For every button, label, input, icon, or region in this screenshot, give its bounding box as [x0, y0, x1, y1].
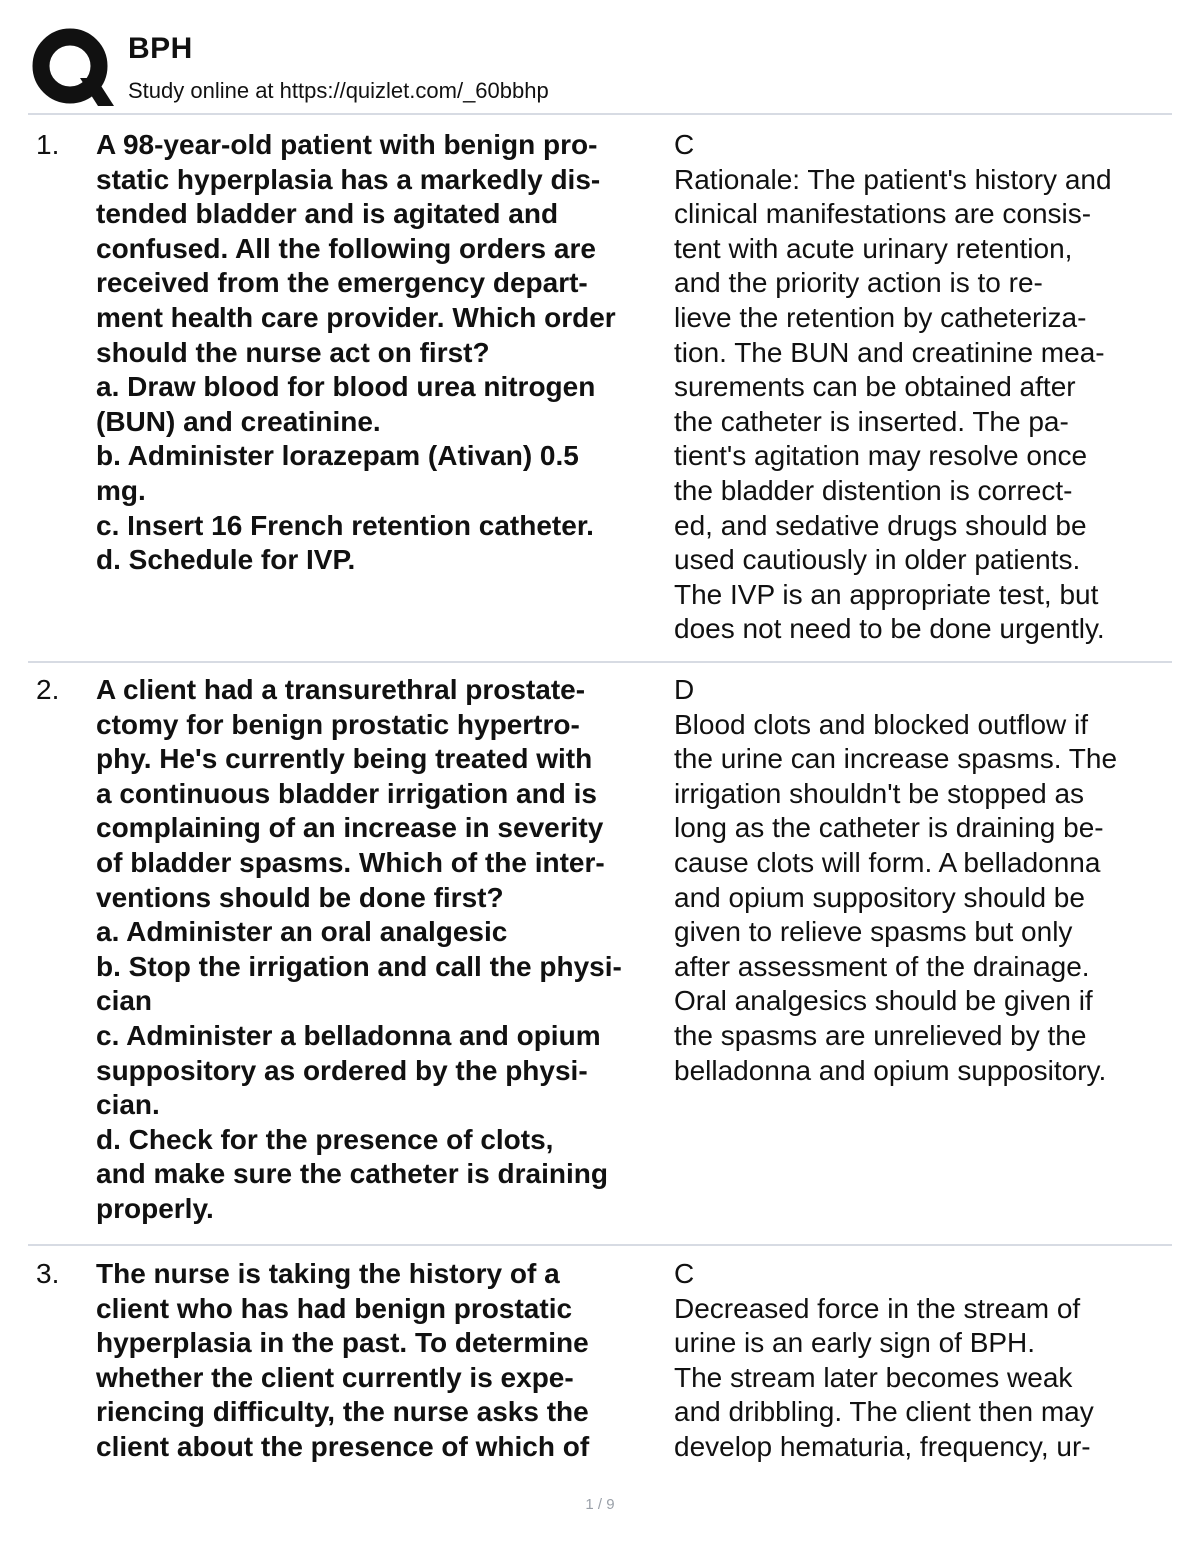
- quizlet-logo-icon: [30, 26, 114, 110]
- set-title: BPH: [128, 32, 193, 65]
- card-number: 2.: [36, 674, 60, 705]
- card-number: 1.: [36, 129, 60, 160]
- card-term: A client had a transurethral prostate- ctomy for benign prostatic hypertro- phy. He's currently being treated with a continuous bladder irrigation and is complaining of an increase in severity of bladder spasms. Which of the inter- ventions should be done first? a. Administer an oral analgesic b. Stop the irrigation and call the physi- cian c. Administer a belladonna and opium suppository as ordered by the physi- cian. d. Check for the presence of clots, and make sure the catheter is draining properly.: [96, 674, 622, 1224]
- card-divider: [28, 661, 1172, 663]
- card-number: 3.: [36, 1258, 60, 1289]
- card-definition: C Rationale: The patient's history and clinical manifestations are consis- tent with acute urinary retention, and the priority action is to re- lieve the retention by catheteriza- tion. The BUN and creatinine mea- surements can be obtained after the catheter is inserted. The pa- tient's agitation may resolve once the bladder distention is correct- ed, and sedative drugs should be used cautiously in older patients. The IVP is an appropriate test, but does not need to be done urgently.: [674, 129, 1112, 645]
- card-divider: [28, 1244, 1172, 1246]
- page-indicator: 1 / 9: [585, 1496, 615, 1513]
- header-divider: [28, 113, 1172, 115]
- study-online-link-text[interactable]: Study online at https://quizlet.com/_60bbhp: [128, 78, 549, 103]
- card-term: A 98-year-old patient with benign pro- static hyperplasia has a markedly dis- tended bladder and is agitated and confused. All the following orders are received from the emergency depart- ment health care provider. Which order should the nurse act on first? a. Draw blood for blood urea nitrogen (BUN) and creatinine. b. Administer lorazepam (Ativan) 0.5 mg. c. Insert 16 French retention catheter. d. Schedule for IVP.: [96, 129, 616, 576]
- card-definition: D Blood clots and blocked outflow if the urine can increase spasms. The irrigation shouldn't be stopped as long as the catheter is draining be- cause clots will form. A belladonna and opium suppository should be given to relieve spasms but only after assessment of the drainage. Oral analgesics should be given if the spasms are unrelieved by the belladonna and opium suppository.: [674, 674, 1118, 1086]
- card-term: The nurse is taking the history of a client who has had benign prostatic hyperplasia in the past. To determine whether the client currently is expe- riencing difficulty, the nurse asks the client about the presence of which of: [96, 1258, 590, 1462]
- card-definition: C Decreased force in the stream of urine is an early sign of BPH. The stream later becomes weak and dribbling. The client then may develop hematuria, frequency, ur-: [674, 1258, 1094, 1462]
